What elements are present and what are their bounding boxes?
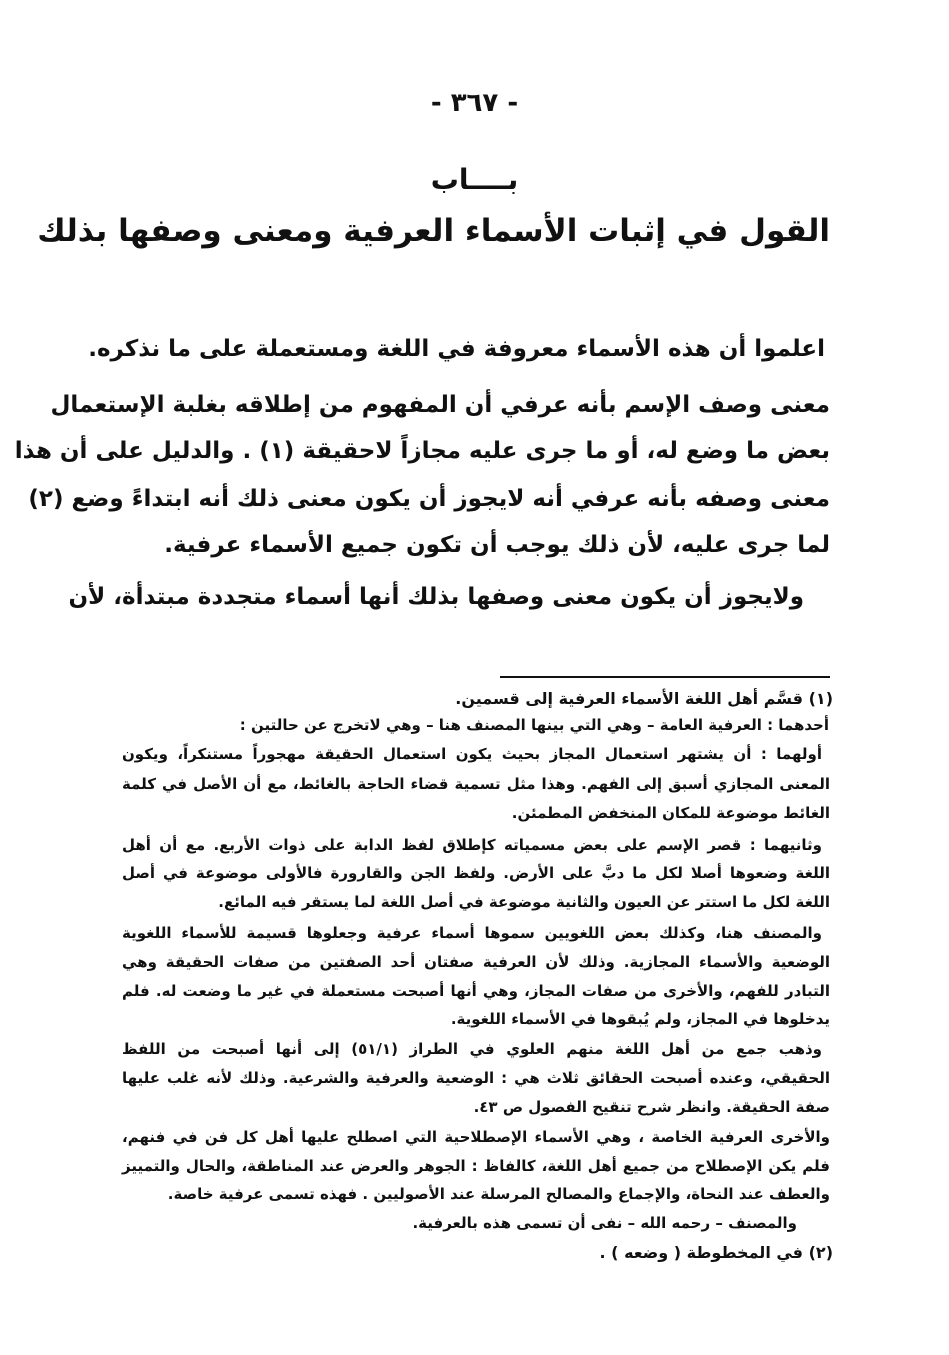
footnote-line: التبادر للفهم، والأخرى من صفات المجاز، وهي أنها أصبحت مستعملة في غير ما وضعت له. فلم [122, 982, 830, 1000]
page-number: - ٣٦٧ - [430, 88, 519, 118]
footnote-separator [500, 676, 830, 678]
footnote-line: أحدهما : العرفية العامة – وهي التي بينها المصنف هنا – وهي لاتخرج عن حالتين : [239, 716, 829, 734]
footnote-line: الوضعية والأسماء المجازية. وذلك لأن العرفية صفتان أحد الصفتين من صفات الحقيقة وهي [122, 953, 830, 971]
footnote-line: فلم يكن الإصطلاح من جميع أهل اللغة، كالفاظ : الجوهر والعرض عند المناطقة، والحال والتمييز [122, 1157, 830, 1175]
footnote-line: وثانيهما : قصر الإسم على بعض مسمياته كإطلاق لفظ الدابة على ذوات الأربع. مع أن أهل [122, 836, 822, 854]
body-line: ولايجوز أن يكون معنى وصفها بذلك أنها أسماء متجددة مبتدأة، لأن [68, 584, 804, 610]
footnote-line: يدخلوها في المجاز، ولم يُبقوها في الأسماء اللغوية. [450, 1010, 830, 1028]
footnote-line: والمصنف هنا، وكذلك بعض اللغويين سموها أسماء عرفية وجعلوها قسيمة للأسماء اللغوية [122, 924, 822, 942]
footnote-line: صفة الحقيقة. وانظر شرح تنقيح الفصول ص ٤٣. [473, 1098, 830, 1116]
body-line: معنى وصفه بأنه عرفي أنه لايجوز أن يكون معنى ذلك أنه ابتداءً وضع (٢) [28, 486, 830, 512]
footnote-line: الحقيقي، وعنده أصبحت الحقائق ثلاث هي : الوضعية والعرفية والشرعية. وذلك لأنه غلب عليها [122, 1069, 830, 1087]
footnote-line: الغائط موضوعة للمكان المنخفض المطمئن. [511, 804, 830, 822]
chapter-title: القول في إثبات الأسماء العرفية ومعنى وصفها بذلك [37, 213, 830, 249]
footnote-line: والأخرى العرفية الخاصة ، وهي الأسماء الإصطلاحية التي اصطلح عليها أهل كل فن في فنهم، [122, 1128, 830, 1146]
footnote-line: والعطف عند النحاة، والإجماع والمصالح المرسلة عند الأصوليين . فهذه تسمى عرفية خاصة. [167, 1185, 830, 1203]
footnote-line: اللغة وضعوها أصلا لكل ما دبَّ على الأرض. ولفظ الجن والقارورة فالأولى موضوعة في أصل [122, 864, 830, 882]
footnote-line: المعنى المجازي أسبق إلى الفهم. وهذا مثل تسمية قضاء الحاجة بالغائط، مع أن الأصل في كلمة [122, 775, 830, 793]
footnote-line: (١) قسَّم أهل اللغة الأسماء العرفية إلى قسمين. [455, 689, 833, 708]
chapter-label: بــــاب [430, 163, 519, 196]
footnote-line: (٢) في المخطوطة ( وضعه ) . [599, 1243, 833, 1262]
footnote-line: وذهب جمع من أهل اللغة منهم العلوي في الطراز (٥١/١) إلى أنها أصبحت من اللفظ [122, 1040, 822, 1058]
footnote-line: أولهما : أن يشتهر استعمال المجاز بحيث يكون استعمال الحقيقة مهجوراً مستنكراً، ويكون [122, 745, 822, 763]
footnote-line: والمصنف – رحمه الله – نفى أن تسمى هذه بالعرفية. [412, 1214, 797, 1232]
footnote-line: اللغة لكل ما استتر عن العيون والثانية موضوعة في أصل اللغة لما يستقر فيه المائع. [218, 893, 830, 911]
body-line: معنى وصف الإسم بأنه عرفي أن المفهوم من إطلاقه بغلبة الإستعمال [50, 392, 830, 418]
body-line: لما جرى عليه، لأن ذلك يوجب أن تكون جميع الأسماء عرفية. [164, 532, 830, 558]
body-line: بعض ما وضع له، أو ما جرى عليه مجازاً لاحقيقة (١) . والدليل على أن هذا [14, 438, 830, 464]
body-line: اعلموا أن هذه الأسماء معروفة في اللغة ومستعملة على ما نذكره. [88, 336, 825, 362]
